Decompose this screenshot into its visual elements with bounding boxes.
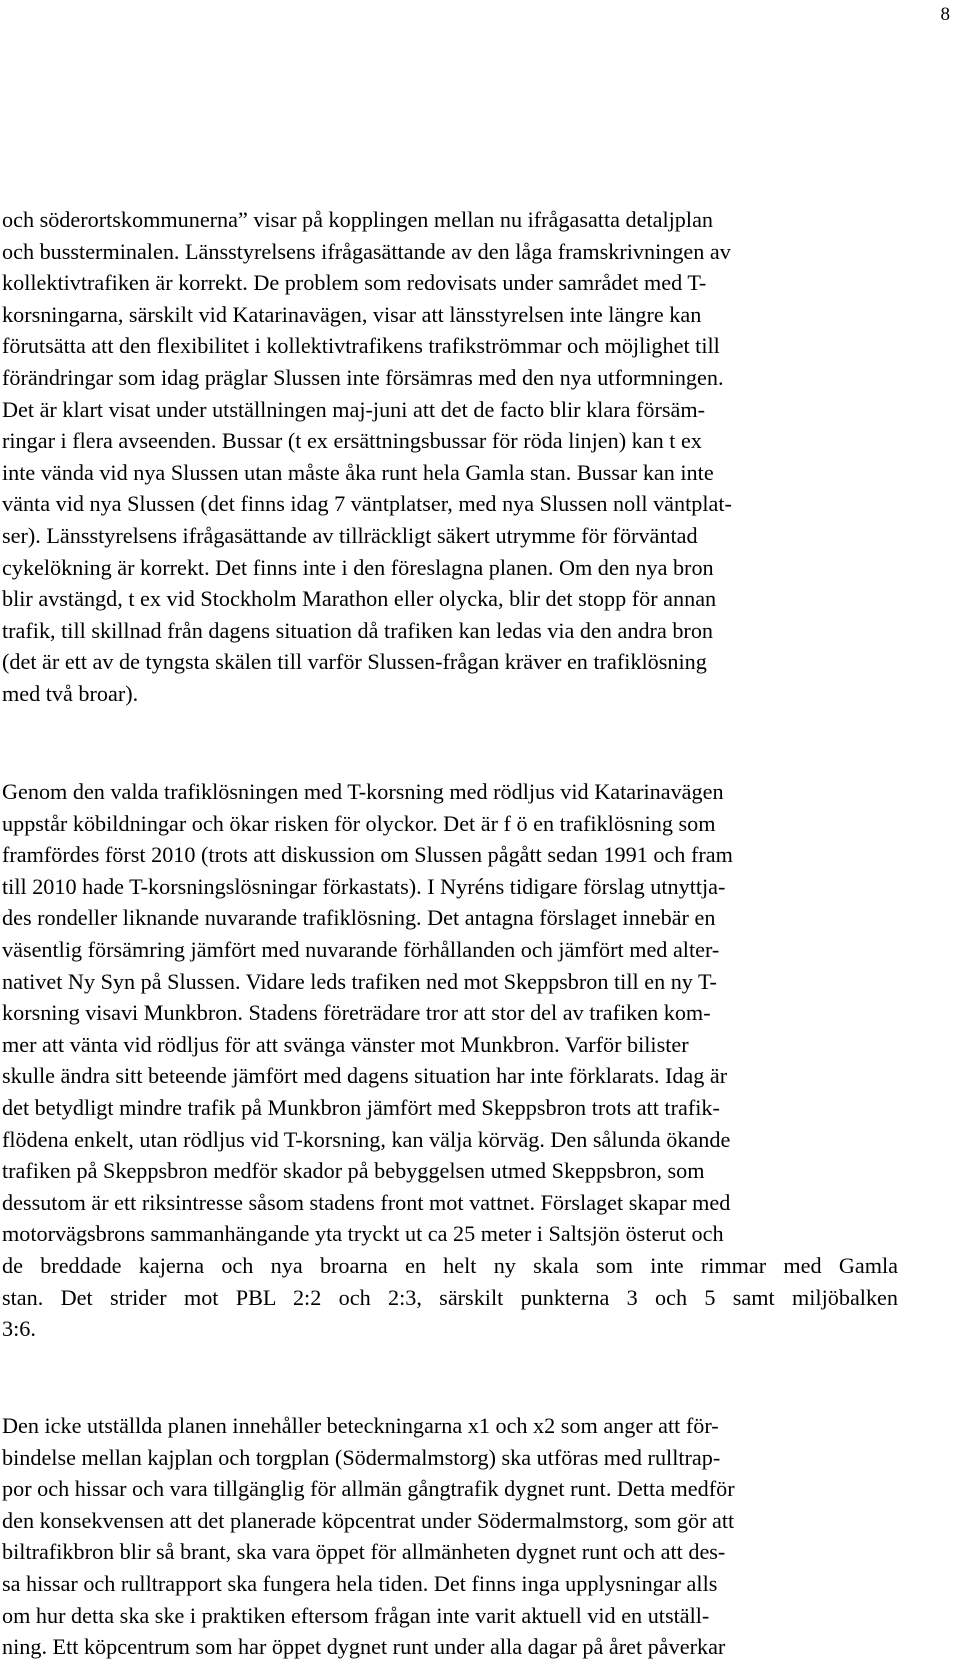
paragraph-3 — [2, 1410, 960, 1663]
text-line: 3:6. — [2, 1316, 36, 1342]
text-line: förutsätta att den flexibilitet i kollektivtrafikens trafikströmmar och möjlighet till — [2, 333, 720, 359]
text-line: framfördes först 2010 (trots att diskussion om Slussen pågått sedan 1991 och fram — [2, 842, 733, 868]
text-line: trafiken på Skeppsbron medför skador på bebyggelsen utmed Skeppsbron, som — [2, 1158, 705, 1184]
text-line: motorvägsbrons sammanhängande yta tryckt ut ca 25 meter i Saltsjön österut och — [2, 1221, 724, 1247]
text-line: om hur detta ska ske i praktiken eftersom frågan inte varit aktuell vid en utställ- — [2, 1602, 710, 1628]
text-line: den konsekvensen att det planerade köpcentrat under Södermalmstorg, som gör att — [2, 1507, 735, 1533]
text-line: ning. Ett köpcentrum som har öppet dygnet runt under alla dagar på året påverkar — [2, 1634, 726, 1660]
text-line: (det är ett av de tyngsta skälen till varför Slussen-frågan kräver en trafiklösning — [2, 649, 707, 675]
text-line: Det är klart visat under utställningen maj-juni att det de facto blir klara försäm- — [2, 396, 705, 422]
text-line: flödena enkelt, utan rödljus vid T-korsning, kan välja körväg. Den sålunda ökande — [2, 1126, 731, 1152]
text-line: cykelökning är korrekt. Det finns inte i den föreslagna planen. Om den nya bron — [2, 554, 714, 580]
text-line: det betydligt mindre trafik på Munkbron jämfört med Skeppsbron trots att trafik- — [2, 1094, 720, 1120]
text-line: uppstår köbildningar och ökar risken för olyckor. Det är f ö en trafiklösning som — [2, 810, 716, 836]
text-line: sa hissar och rulltrapport ska fungera hela tiden. Det finns inga upplysningar alls — [2, 1570, 718, 1596]
text-line: till 2010 hade T-korsningslösningar förkastats). I Nyréns tidigare förslag utnyttja- — [2, 873, 726, 899]
text-line: bindelse mellan kajplan och torgplan (Södermalmstorg) ska utföras med rulltrap- — [2, 1444, 721, 1470]
text-line: nativet Ny Syn på Slussen. Vidare leds trafiken ned mot Skeppsbron till en ny T- — [2, 968, 717, 994]
text-line: inte vända vid nya Slussen utan måste åka runt hela Gamla stan. Bussar kan inte — [2, 459, 714, 485]
text-line: stan. Det strider mot PBL 2:2 och 2:3, särskilt punkterna 3 och 5 samt miljöbalken — [2, 1284, 898, 1310]
text-line: des rondeller liknande nuvarande trafiklösning. Det antagna förslaget innebär en — [2, 905, 716, 931]
text-line: Genom den valda trafiklösningen med T-korsning med rödljus vid Katarinavägen — [2, 779, 724, 804]
text-line: blir avstängd, t ex vid Stockholm Marathon eller olycka, blir det stopp för annan — [2, 586, 717, 612]
page-number: 8 — [940, 4, 950, 25]
text-line: ringar i flera avseenden. Bussar (t ex ersättningsbussar för röda linjen) kan t ex — [2, 428, 702, 454]
text-line: och bussterminalen. Länsstyrelsens ifrågasättande av den låga framskrivningen av — [2, 238, 731, 264]
text-line: ser). Länsstyrelsens ifrågasättande av tillräckligt säkert utrymme för förväntad — [2, 522, 698, 548]
paragraph-1 — [2, 204, 960, 710]
text-line: förändringar som idag präglar Slussen inte försämras med den nya utformningen. — [2, 364, 724, 390]
paragraph-2 — [2, 776, 960, 1345]
text-line: trafik, till skillnad från dagens situation då trafiken kan ledas via den andra bron — [2, 617, 714, 643]
text-line: de breddade kajerna och nya broarna en helt ny skala som inte rimmar med Gamla — [2, 1252, 898, 1278]
text-line: vänta vid nya Slussen (det finns idag 7 väntplatser, med nya Slussen noll väntplat- — [2, 491, 732, 517]
text-line: med två broar). — [2, 680, 139, 706]
text-line: por och hissar och vara tillgänglig för allmän gångtrafik dygnet runt. Detta medför — [2, 1476, 735, 1502]
text-line: biltrafikbron blir så brant, ska vara öppet för allmänheten dygnet runt och att des- — [2, 1539, 726, 1565]
text-line: väsentlig försämring jämfört med nuvarande förhållanden och jämfört med alter- — [2, 936, 720, 962]
text-line: skulle ändra sitt beteende jämfört med dagens situation har inte förklarats. Idag är — [2, 1063, 728, 1089]
text-line: mer att vänta vid rödljus för att svänga vänster mot Munkbron. Varför bilister — [2, 1031, 689, 1057]
text-line: Den icke utställda planen innehåller beteckningarna x1 och x2 som anger att för- — [2, 1413, 719, 1438]
text-line: och söderortskommunerna” visar på kopplingen mellan nu ifrågasatta detaljplan — [2, 207, 714, 232]
text-line: korsning visavi Munkbron. Stadens företrädare tror att stor del av trafiken kom- — [2, 1000, 711, 1026]
text-line: kollektivtrafiken är korrekt. De problem som redovisats under samrådet med T- — [2, 270, 707, 296]
text-line: korsningarna, särskilt vid Katarinavägen, visar att länsstyrelsen inte längre kan — [2, 301, 702, 327]
text-line: dessutom är ett riksintresse såsom stadens front mot vattnet. Förslaget skapar med — [2, 1189, 731, 1215]
